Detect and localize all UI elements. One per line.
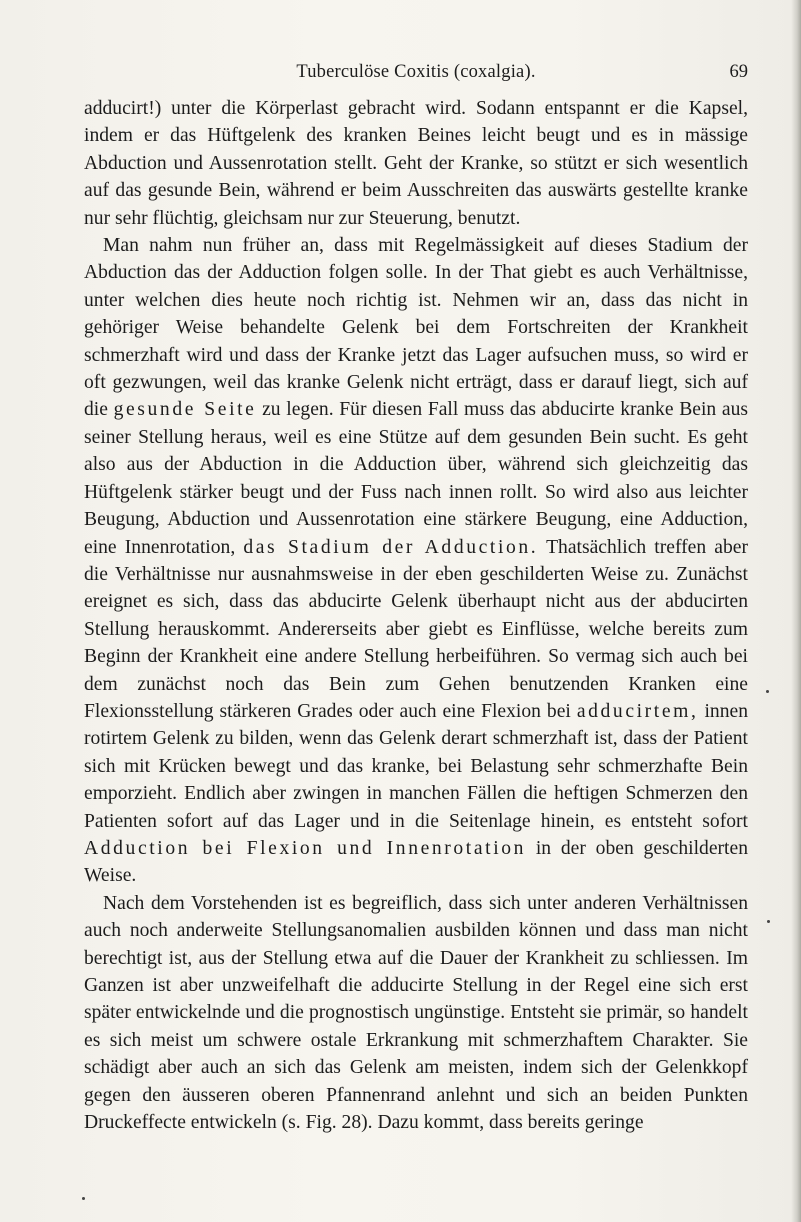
- paragraph-text: Thatsächlich treffen aber die Verhältnisse nur ausnahmsweise in der eben geschilderten Weise zu. Zunächst ereignet es sich, dass das abducirte Gelenk überhaupt nicht aus der abducirten Stellung herauskommt. Andererseits aber giebt es Einflüsse, welche bereits zum Beginn der Krankheit eine andere Stellung herbeiführen. So vermag sich auch bei dem zunächst noch das Bein zum Gehen benutzenden Kranken eine Flexionsstellung stärkeren Grades oder auch eine Flexion bei: [84, 536, 748, 722]
- page-number: 69: [729, 62, 748, 82]
- spaced-emphasis: Adduction bei Flexion und Innenrotation: [84, 837, 527, 859]
- paragraph-text: Nach dem Vorstehenden ist es begreiflich, dass sich unter anderen Verhältnissen auch noch anderweite Stellungsanomalien ausbilden können und dass man nicht berechtigt ist, aus der Stellung etwa auf die Dauer der Krankheit zu schliessen. Im Ganzen ist aber unzweifelhaft die adducirte Stellung in der Regel eine sich erst später entwickelnde und die prognostisch ungünstige. Entsteht sie primär, so handelt es sich meist um schwere ostale Erkrankung mit schmerzhaftem Charakter. Sie schädigt aber auch an sich das Gelenk am meisten, indem sich der Gelenkkopf gegen den äusseren oberen Pfannenrand anlehnt und sich an beiden Punkten Druckeffecte entwickeln (s. Fig. 28). Dazu kommt, dass bereits geringe: [84, 892, 748, 1134]
- paragraph-text: adducirt!) unter die Körperlast gebracht wird. Sodann entspannt er die Kapsel, indem er das Hüftgelenk des kranken Beines leicht beugt und es in mässige Abduction und Aussenrotation stellt. Geht der Kranke, so stützt er sich wesentlich auf das gesunde Bein, während er beim Ausschreiten das auswärts gestellte kranke nur sehr flüchtig, gleichsam nur zur Steuerung, benutzt.: [84, 98, 748, 229]
- running-title: Tuberculöse Coxitis (coxalgia).: [296, 62, 536, 82]
- paragraph: [84, 232, 748, 890]
- margin-speck: [82, 1197, 85, 1200]
- paragraph-text: Man nahm nun früher an, dass mit Regelmässigkeit auf dieses Stadium der Abduction das der Adduction folgen solle. In der That giebt es auch Verhältnisse, unter welchen dies heute noch richtig ist. Nehmen wir an, dass das nicht in gehöriger Weise behandelte Gelenk bei dem Fortschreiten der Krankheit schmerzhaft wird und dass der Kranke jetzt das Lager aufsuchen muss, so wird er oft gezwungen, weil das kranke Gelenk nicht erträgt, dass er darauf liegt, sich auf die: [84, 235, 748, 421]
- spaced-emphasis: adducirtem,: [576, 700, 699, 722]
- body-text: [84, 95, 748, 1136]
- paragraph: [84, 95, 748, 232]
- paragraph-text: innen rotirtem Gelenk zu bilden, wenn das Gelenk derart schmerzhaft ist, dass der Patient sich mit Krücken bewegt und das kranke, bei Belastung sehr schmerzhafte Bein emporzieht. Endlich aber zwingen in manchen Fällen die heftigen Schmerzen den Patienten sofort auf das Lager und in die Seitenlage hinein, es entsteht sofort: [84, 700, 748, 832]
- paragraph: [84, 890, 748, 1137]
- page-edge-shadow: [791, 0, 801, 1222]
- margin-speck: [767, 920, 770, 923]
- spaced-emphasis: das Stadium der Adduction.: [243, 536, 539, 558]
- paragraph-text: in der oben geschilderten Weise.: [84, 837, 748, 887]
- paragraph-text: zu legen. Für diesen Fall muss das abducirte kranke Bein aus seiner Stellung heraus, weil es eine Stütze auf dem gesunden Bein sucht. Es geht also aus der Abduction in die Adduction über, während sich gleichzeitig das Hüftgelenk stärker beugt und der Fuss nach innen rollt. So wird also aus leichter Beugung, Abduction und Aussenrotation eine stärkere Beugung, eine Adduction, eine Innenrotation,: [84, 399, 748, 558]
- spaced-emphasis: gesunde Seite: [113, 399, 257, 421]
- page-header: [84, 62, 748, 90]
- margin-speck: [766, 690, 769, 693]
